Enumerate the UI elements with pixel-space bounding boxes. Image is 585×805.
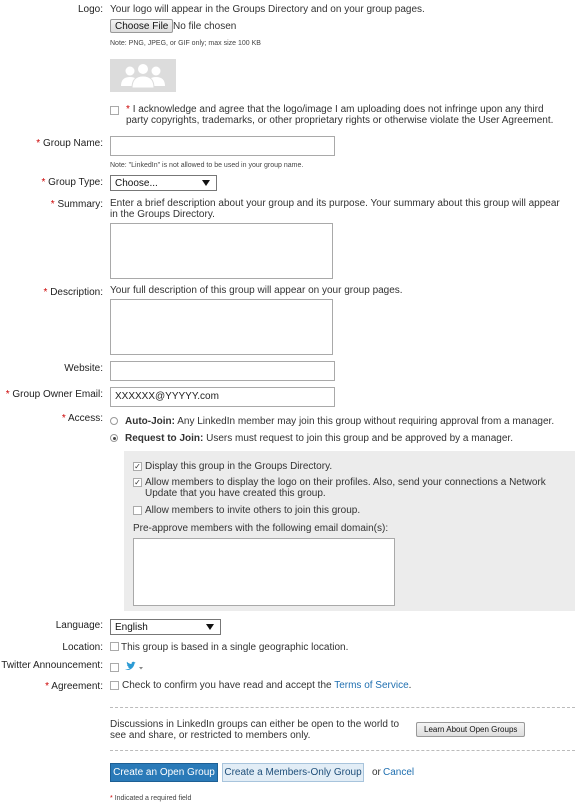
required-marker: * bbox=[45, 681, 50, 692]
invite-others-text: Allow members to invite others to join this group. bbox=[145, 505, 361, 516]
group-name-input[interactable] bbox=[110, 136, 335, 156]
logo-agree-copy: I acknowledge and agree that the logo/image I am uploading does not infringe upon any third party copyrights, trademarks, or other proprietary rights or otherwise violate the User Agreement. bbox=[126, 104, 554, 126]
create-members-only-group-button[interactable]: Create a Members-Only Group bbox=[222, 763, 364, 782]
description-textarea[interactable] bbox=[110, 299, 333, 355]
open-groups-info: Discussions in LinkedIn groups can either be open to the world to see and share, or restricted to members only. bbox=[110, 719, 400, 741]
description-label bbox=[44, 287, 104, 298]
location-text: This group is based in a single geographic location. bbox=[121, 642, 349, 653]
required-field-note-text: Indicated a required field bbox=[114, 795, 192, 802]
group-name-label-text: Group Name: bbox=[42, 138, 103, 149]
required-field-note bbox=[110, 793, 191, 804]
create-open-group-button[interactable]: Create an Open Group bbox=[110, 763, 218, 782]
agreement-checkbox[interactable] bbox=[110, 681, 119, 690]
language-select[interactable] bbox=[110, 619, 221, 635]
website-label: Website: bbox=[64, 363, 103, 374]
owner-email-label-text: Group Owner Email: bbox=[12, 389, 103, 400]
no-file-text: No file chosen bbox=[173, 21, 237, 32]
group-logo-placeholder bbox=[110, 59, 176, 92]
agreement-period: . bbox=[408, 680, 412, 691]
summary-label bbox=[51, 199, 103, 210]
summary-help: Enter a brief description about your group and its purpose. Your summary about this group will appear in the Groups Directory. bbox=[110, 198, 560, 220]
required-marker: * bbox=[43, 287, 48, 298]
auto-join-title: Auto-Join: bbox=[125, 416, 175, 427]
language-label: Language: bbox=[55, 620, 103, 631]
logo-agree-text bbox=[126, 104, 566, 126]
group-name-note: Note: "LinkedIn" is not allowed to be used in your group name. bbox=[110, 162, 304, 169]
summary-label-text: Summary: bbox=[57, 199, 103, 210]
owner-email-label bbox=[6, 389, 103, 400]
access-label bbox=[62, 413, 103, 424]
logo-note: Note: PNG, JPEG, or GIF only; max size 100 KB bbox=[110, 40, 261, 47]
required-marker: * bbox=[110, 795, 113, 802]
location-checkbox[interactable] bbox=[110, 642, 119, 651]
chevron-down-icon bbox=[206, 624, 214, 630]
invite-others-checkbox[interactable] bbox=[133, 506, 142, 515]
auto-join-radio[interactable] bbox=[110, 417, 118, 425]
agreement-copy: Check to confirm you have read and accept the bbox=[122, 680, 332, 691]
agreement-text bbox=[122, 680, 411, 691]
display-logo-checkbox[interactable]: ✓ bbox=[134, 478, 141, 487]
request-to-join-desc: Users must request to join this group and be approved by a manager. bbox=[206, 433, 513, 444]
owner-email-input[interactable]: XXXXXX@YYYYY.com bbox=[110, 387, 335, 407]
logo-label: Logo: bbox=[77, 4, 103, 15]
required-marker: * bbox=[50, 199, 55, 210]
display-directory-checkbox[interactable]: ✓ bbox=[134, 462, 141, 471]
preapprove-domains-textarea[interactable] bbox=[133, 538, 395, 606]
terms-of-service-link[interactable]: Terms of Service bbox=[334, 680, 409, 691]
cancel-link[interactable]: Cancel bbox=[383, 767, 415, 778]
request-to-join-title: Request to Join: bbox=[125, 433, 204, 444]
required-marker: * bbox=[41, 177, 46, 188]
agreement-label-text: Agreement: bbox=[51, 681, 103, 692]
agreement-label bbox=[45, 681, 103, 692]
display-directory-text: Display this group in the Groups Directory. bbox=[145, 461, 333, 472]
language-value: English bbox=[115, 622, 148, 633]
twitter-bird-icon[interactable] bbox=[124, 661, 144, 673]
summary-textarea[interactable] bbox=[110, 223, 333, 279]
website-input[interactable] bbox=[110, 361, 335, 381]
auto-join-text bbox=[125, 416, 554, 427]
auto-join-desc: Any LinkedIn member may join this group without requiring approval from a manager. bbox=[177, 416, 555, 427]
group-type-value: Choose... bbox=[115, 178, 158, 189]
required-marker: * bbox=[5, 389, 10, 400]
required-marker: * bbox=[61, 413, 66, 424]
required-marker: * bbox=[126, 104, 130, 115]
logo-intro: Your logo will appear in the Groups Directory and on your group pages. bbox=[110, 4, 425, 15]
description-help: Your full description of this group will appear on your group pages. bbox=[110, 285, 403, 296]
required-marker: * bbox=[36, 138, 41, 149]
twitter-checkbox[interactable] bbox=[110, 663, 119, 672]
description-label-text: Description: bbox=[50, 287, 103, 298]
preapprove-label: Pre-approve members with the following email domain(s): bbox=[133, 523, 389, 534]
logo-agree-checkbox[interactable] bbox=[110, 106, 119, 115]
group-type-select[interactable] bbox=[110, 175, 217, 191]
learn-open-groups-button[interactable]: Learn About Open Groups bbox=[416, 722, 525, 737]
divider bbox=[110, 750, 575, 751]
chevron-down-icon bbox=[202, 180, 210, 186]
divider bbox=[110, 707, 575, 708]
location-label: Location: bbox=[62, 642, 103, 653]
group-type-label-text: Group Type: bbox=[48, 177, 103, 188]
group-people-icon bbox=[110, 59, 176, 92]
group-type-label bbox=[41, 177, 103, 188]
request-to-join-radio[interactable] bbox=[110, 434, 118, 442]
access-label-text: Access: bbox=[67, 413, 103, 424]
group-name-label bbox=[36, 138, 103, 149]
twitter-label: Twitter Announcement: bbox=[1, 660, 103, 671]
choose-file-button[interactable]: Choose File bbox=[110, 19, 173, 33]
or-text: or bbox=[372, 767, 381, 778]
display-logo-text: Allow members to display the logo on their profiles. Also, send your connections a Network Update that you have created this group. bbox=[145, 477, 546, 499]
request-to-join-text bbox=[125, 433, 513, 444]
